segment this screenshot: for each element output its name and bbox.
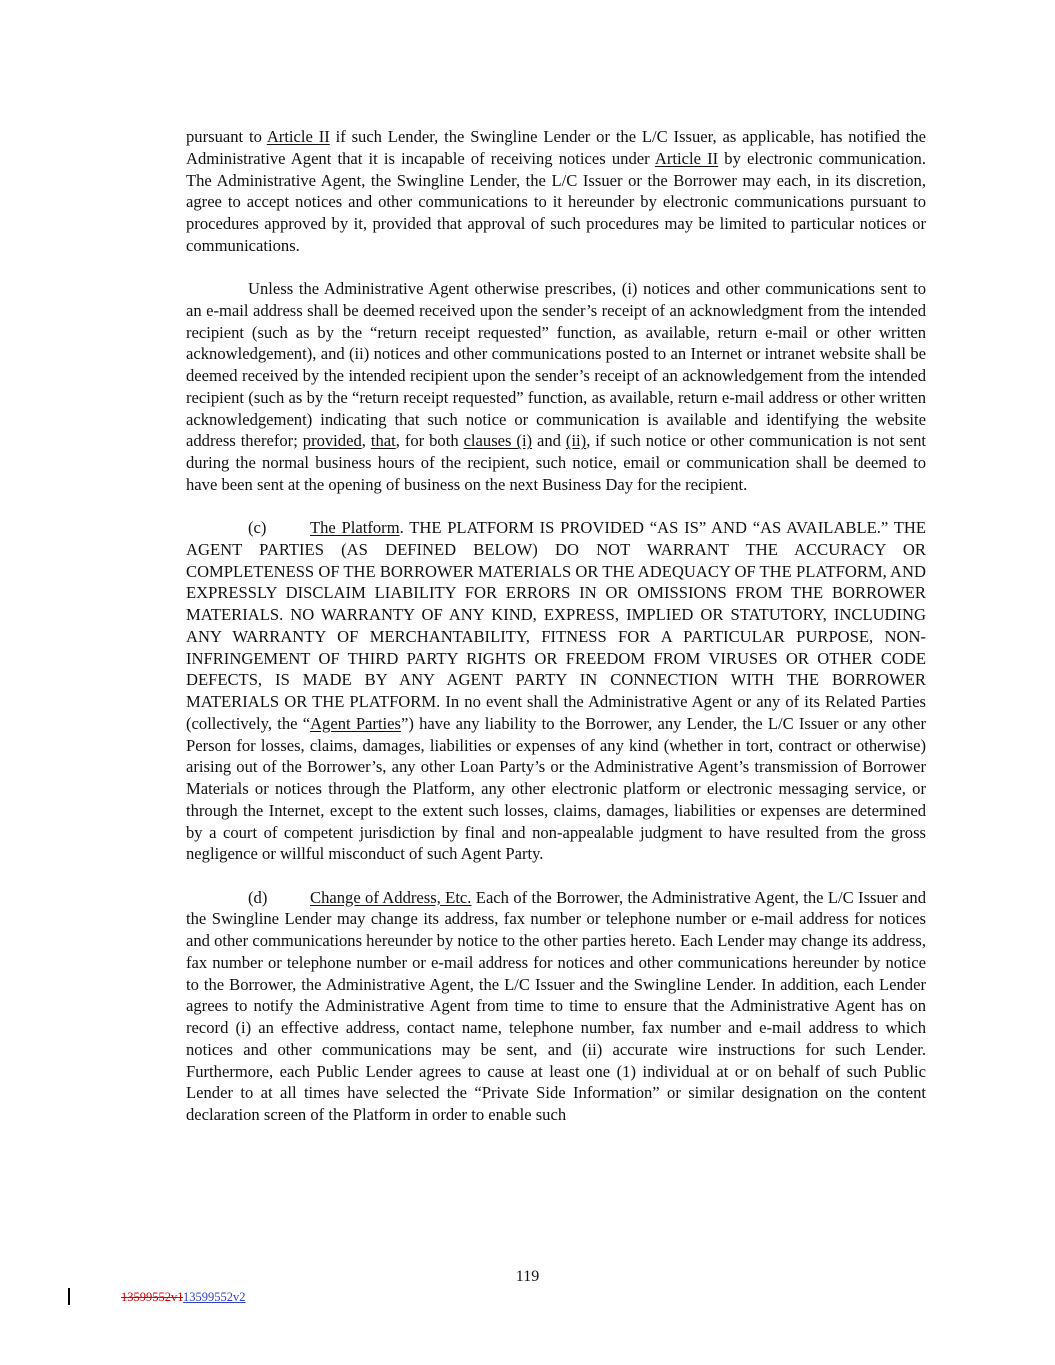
defined-term: Agent Parties [310, 713, 401, 733]
section-label: (d) [248, 887, 268, 907]
text-run: pursuant to [186, 127, 267, 146]
underlined-term: provided [302, 431, 362, 451]
text-run: and [532, 431, 566, 451]
section-label: (c) [248, 518, 267, 537]
text-run: ”) have any liability to the Borrower, any Lender, the L/C Issuer or any other Person for losses, claims, damages, liabilities or expenses of any kind (whether in tort, contract or otherwise) arising out of the Borrower’s, any other Loan Party’s or the Administrative Agent’s transmission of Borrower Materials or notices through the Platform, any other electronic platform or electronic messaging service, or through the Internet, except to the extent such losses, claims, damages, liabilities or expenses are determined by a court of competent jurisdiction by final and non-appealable judgment to have resulted from the gross negligence or willful misconduct of such Agent Party. [186, 713, 926, 864]
text-run: Unless the Administrative Agent otherwise prescribes, (i) notices and other communications sent to an e-mail address shall be deemed received upon the sender’s receipt of an acknowledgment from the intended recipient (such as by the “return receipt requested” function, as available, return e-mail or other written acknowledgement), and (ii) notices and other communications posted to an Internet or intranet website shall be deemed received by the intended recipient upon the sender’s receipt of an acknowledgement from the intended recipient (such as by the “return receipt requested” function, as available, return e-mail address or other written acknowledgement) indicating that such notice or communication is available and identifying the website address therefor; [186, 279, 926, 451]
underlined-term: that [370, 431, 396, 451]
clause-reference: (ii) [565, 431, 587, 451]
document-id [121, 1290, 246, 1305]
text-run: , for both [395, 431, 464, 451]
text-run: . [399, 518, 404, 537]
document-body [186, 126, 926, 1147]
text-run: , if such notice or other communication is not sent during the normal business hours of the recipient, such notice, email or communication shall be deemed to have been sent at the opening of business on the next Business Day for the recipient. [186, 431, 927, 494]
text-run: by electronic communication. The Administrative Agent, the Swingline Lender, the L/C Issuer or the Borrower may each, in its discretion, agree to accept notices and other communications to it hereunder by electronic communications pursuant to procedures approved by it, provided that approval of such procedures may be limited to particular notices or communications. [186, 148, 926, 255]
paragraph-unless [186, 278, 926, 496]
article-reference: Article II [654, 148, 719, 168]
clause-reference: clauses (i) [463, 431, 533, 451]
page-number: 119 [515, 1268, 540, 1285]
article-reference: Article II [266, 127, 330, 146]
paragraph-continuation [186, 126, 926, 257]
deleted-doc-id: 13599552v1 [121, 1290, 184, 1304]
text-run: , [361, 431, 371, 451]
text-run: if such Lender, the Swingline Lender or the L/C Issuer, as applicable, has notified the Administrative Agent that it is incapable of receiving notices under [186, 127, 926, 168]
text-run: Each of the Borrower, the Administrative Agent, the L/C Issuer and the Swingline Lender may change its address, fax number or telephone number or e-mail address for notices and other communications hereunder by notice to the other parties hereto. Each Lender may change its address, fax number or telephone number or e-mail address for notices and other communications hereunder by notice to the Borrower, the Administrative Agent, the L/C Issuer and the Swingline Lender. In addition, each Lender agrees to notify the Administrative Agent from time to time to ensure that the Administrative Agent has on record (i) an effective address, contact name, telephone number, fax number and e-mail address to which notices and other communications may be sent, and (ii) accurate wire instructions for such Lender. Furthermore, each Public Lender agrees to cause at least one (1) individual at or on behalf of such Public Lender to at all times have selected the “Private Side Information” or similar designation on the content declaration screen of the Platform in order to enable such [186, 887, 926, 1124]
section-heading: Change of Address, Etc. [310, 887, 472, 907]
inserted-doc-id: 13599552v2 [183, 1290, 246, 1304]
section-c-platform [186, 517, 926, 865]
section-heading: The Platform [310, 518, 400, 537]
text-run: THE PLATFORM IS PROVIDED “AS IS” AND “AS AVAILABLE.” THE AGENT PARTIES (AS DEFINED BELOW) DO NOT WARRANT THE ACCURACY OR COMPLETENESS OF THE BORROWER MATERIALS OR THE ADEQUACY OF THE PLATFORM, AND EXPRESSLY DISCLAIM LIABILITY FOR ERRORS IN OR OMISSIONS FROM THE BORROWER MATERIALS. NO WARRANTY OF ANY KIND, EXPRESS, IMPLIED OR STATUTORY, INCLUDING ANY WARRANTY OF MERCHANTABILITY, FITNESS FOR A PARTICULAR PURPOSE, NON-INFRINGEMENT OF THIRD PARTY RIGHTS OR FREEDOM FROM VIRUSES OR OTHER CODE DEFECTS, IS MADE BY ANY AGENT PARTY IN CONNECTION WITH THE BORROWER MATERIALS OR THE PLATFORM. In no event shall the Administrative Agent or any of its Related Parties (collectively, the “ [186, 518, 926, 733]
section-d-change-of-address [186, 887, 926, 1126]
revision-change-bar [68, 1288, 70, 1305]
